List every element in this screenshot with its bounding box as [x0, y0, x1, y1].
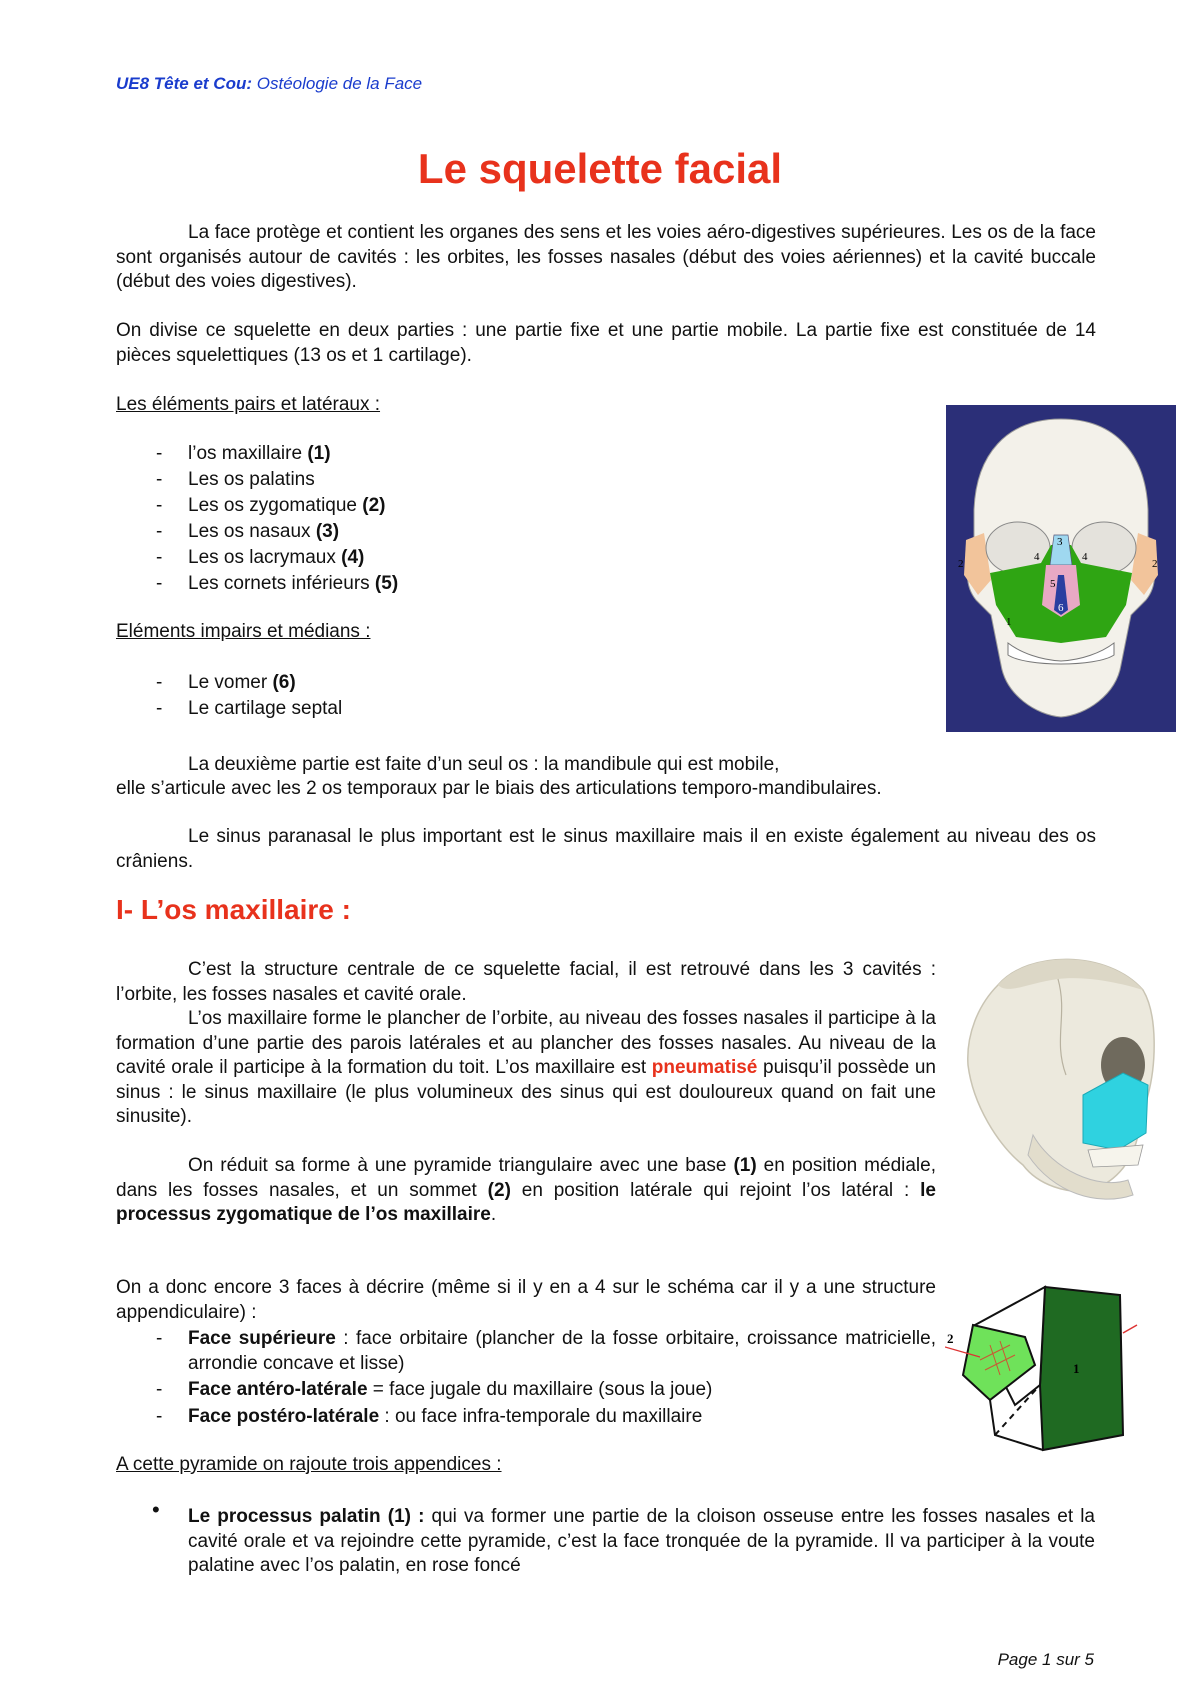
- paired-elements-list: [116, 441, 398, 597]
- list-item: - Le vomer (6): [156, 672, 296, 693]
- intro-paragraph-2: On divise ce squelette en deux parties : une partie fixe et une partie mobile. La partie fixe est constituée de 14 pièces squelettiques (13 os et 1 cartilage).: [116, 320, 1096, 366]
- skull-front-figure: [946, 405, 1176, 732]
- faces-intro-paragraph: On a donc encore 3 faces à décrire (même si il y en a 4 sur le schéma car il y a une structure appendiculaire) :: [116, 1277, 936, 1323]
- paired-elements-heading: Les éléments pairs et latéraux :: [116, 394, 381, 415]
- list-item: - Les cornets inférieurs (5): [156, 573, 399, 594]
- list-item: - Les os lacrymaux (4): [156, 547, 365, 568]
- skull-label-4-right: 4: [1082, 551, 1088, 563]
- list-item: - Les os palatins: [156, 469, 315, 490]
- face-1-dark: [1040, 1287, 1123, 1450]
- pyramid-edge: [990, 1400, 1043, 1450]
- maxillaire-paragraph-1: C’est la structure centrale de ce squelette facial, il est retrouvé dans les 3 cavités : l’orbite, les fosses nasales et cavité orale.: [116, 959, 936, 1005]
- list-item: - l’os maxillaire (1): [156, 443, 331, 464]
- skull-label-5: 5: [1050, 578, 1056, 590]
- list-item: - Face postéro-latérale : ou face infra-temporale du maxillaire: [156, 1405, 703, 1427]
- list-item: - Les os nasaux (3): [156, 521, 340, 542]
- list-item: - Face antéro-latérale = face jugale du maxillaire (sous la joue): [156, 1379, 713, 1400]
- median-elements-heading: Eléments impairs et médians :: [116, 621, 371, 642]
- mandible-line-2: elle s’articule avec les 2 os temporaux par le biais des articulations temporo-mandibulaires.: [116, 778, 882, 799]
- list-item: - Les os zygomatique (2): [156, 495, 386, 516]
- pyramid-label-2: 2: [947, 1331, 954, 1346]
- skull-label-4-left: 4: [1034, 551, 1040, 563]
- page-number: Page 1 sur 5: [997, 1650, 1094, 1669]
- section-heading-maxillaire: I- L’os maxillaire :: [116, 894, 351, 925]
- bullet-icon: •: [152, 1497, 160, 1522]
- skull-label-2-left: 2: [958, 558, 964, 570]
- skull-lateral-figure: [958, 945, 1158, 1210]
- skull-label-1: 1: [1006, 616, 1012, 628]
- palatin-process-paragraph: Le processus palatin (1) : qui va former une partie de la cloison osseuse entre les fosses nasales et la cavité orale et va rejoindre cette pyramide, c’est la face tronquée de la pyramide. Il va participer à la voute palatine avec l’os palatin, en rose foncé: [188, 1506, 1095, 1576]
- pointer-1: [1123, 1325, 1137, 1333]
- course-header: UE8 Tête et Cou: Ostéologie de la Face: [116, 74, 423, 93]
- pneumatise-highlight: pneumatisé: [651, 1057, 758, 1078]
- skull-label-2-right: 2: [1152, 558, 1158, 570]
- pyramid-paragraph: On réduit sa forme à une pyramide triangulaire avec une base (1) en position médiale, dans les fosses nasales, et un sommet (2) en position latérale qui rejoint l’os latéral : le processus zygomatique de l’os maxillaire.: [116, 1155, 936, 1225]
- pyramid-label-1: 1: [1073, 1361, 1080, 1376]
- sinus-paragraph: Le sinus paranasal le plus important est le sinus maxillaire mais il en existe également au niveau des os crâniens.: [116, 826, 1096, 872]
- median-elements-list: [116, 670, 342, 722]
- skull-label-6: 6: [1058, 602, 1064, 614]
- page-title: Le squelette facial: [417, 145, 783, 192]
- pyramid-schema-figure: [945, 1275, 1145, 1455]
- skull-label-3: 3: [1057, 536, 1063, 548]
- list-item: - Face supérieure : face orbitaire (plancher de la fosse orbitaire, croissance matricielle, arrondie concave et lisse): [156, 1328, 936, 1374]
- intro-paragraph-1: La face protège et contient les organes des sens et les voies aéro-digestives supérieures. Les os de la face sont organisés autour de cavités : les orbites, les fosses nasales (début des voies aériennes) et la cavité buccale (début des voies digestives).: [116, 222, 1096, 292]
- faces-list: [116, 1327, 936, 1429]
- maxillaire-paragraph-2: L’os maxillaire forme le plancher de l’orbite, au niveau des fosses nasales il participe à la formation d’une partie des parois latérales et au plancher des fosses nasales. Au niveau de la cavité orale il participe à la formation du toit. L’os maxillaire est pneumatisé puisqu’il possède un sinus : le sinus maxillaire (le plus volumineux des sinus qui est douloureux quand on fait une sinusite).: [116, 1008, 936, 1127]
- appendices-heading: A cette pyramide on rajoute trois appendices :: [116, 1454, 502, 1475]
- mandible-line-1: La deuxième partie est faite d’un seul os : la mandibule qui est mobile,: [188, 754, 780, 775]
- list-item: - Le cartilage septal: [156, 698, 343, 719]
